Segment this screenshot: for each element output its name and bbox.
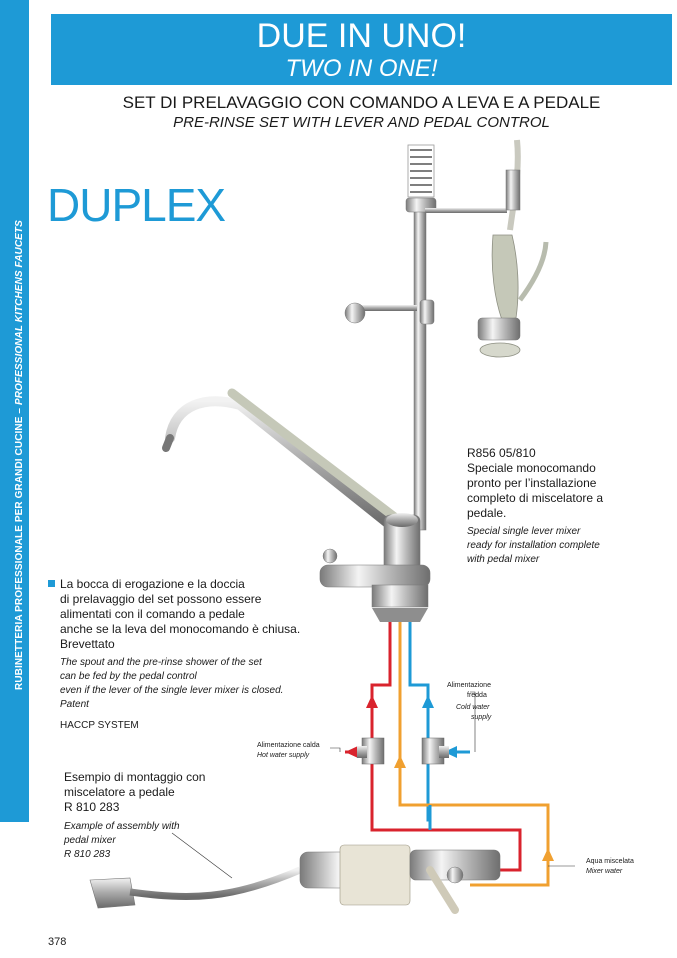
side-band-separator: –: [14, 407, 25, 414]
feature-en-3: even if the lever of the single lever mixer is closed.: [60, 685, 284, 696]
hot-label-en: Hot water supply: [257, 752, 310, 759]
page-number: 378: [48, 936, 67, 948]
assembly-it-3: R 810 283: [64, 800, 120, 814]
mixed-label-en: Mixer water: [586, 868, 623, 875]
product-desc-it-2: pronto per l’installazione: [467, 476, 597, 490]
side-band-italic: PROFESSIONAL KITCHENS FAUCETS: [14, 220, 25, 406]
t-fittings: [357, 738, 449, 764]
cold-pipe: [410, 622, 430, 820]
assembly-en-1: Example of assembly with: [64, 821, 180, 832]
pedal-mixer: [90, 845, 500, 910]
subtitle-italian: SET DI PRELAVAGGIO CON COMANDO A LEVA E A PEDALE: [122, 93, 601, 112]
subtitle-english: PRE-RINSE SET WITH LEVER AND PEDAL CONTROL: [173, 114, 550, 131]
product-desc-it-1: Speciale monocomando: [467, 461, 596, 475]
feature-en-1: The spout and the pre-rinse shower of the set: [60, 657, 262, 668]
side-band-main: RUBINETTERIA PROFESSIONALE PER GRANDI CUCINE: [14, 416, 25, 690]
model-name: DUPLEX: [47, 179, 226, 231]
feature-en-4: Patent: [60, 699, 89, 710]
feature-en-2: can be fed by the pedal control: [60, 671, 197, 682]
cold-label-it-2: fredda: [467, 692, 487, 699]
product-desc-it-4: pedale.: [467, 506, 507, 520]
product-desc-en-1: Special single lever mixer: [467, 526, 581, 537]
feature-it-5: Brevettato: [60, 637, 115, 651]
title-english: TWO IN ONE!: [285, 55, 438, 82]
feature-it-3: alimentati con il comando a pedale: [60, 607, 245, 621]
haccp-label: HACCP SYSTEM: [60, 720, 139, 731]
assembly-it-1: Esempio di montaggio con: [64, 770, 206, 784]
assembly-it-2: miscelatore a pedale: [64, 785, 175, 799]
feature-it-4: anche se la leva del monocomando è chiusa.: [60, 622, 301, 636]
cold-label-en-2: supply: [471, 714, 492, 721]
cold-label-en-1: Cold water: [456, 704, 490, 711]
product-code: R856 05/810: [467, 446, 536, 460]
mixed-label-it: Aqua miscelata: [586, 858, 634, 865]
product-desc-en-2: ready for installation complete: [467, 540, 600, 551]
cold-label-it-1: Alimentazione: [447, 682, 491, 689]
assembly-en-3: R 810 283: [64, 849, 111, 860]
hot-label-it: Alimentazione calda: [257, 742, 320, 749]
feature-it-1: La bocca di erogazione e la doccia: [60, 577, 245, 591]
feature-bullet: [48, 580, 55, 587]
title-italian: DUE IN UNO!: [256, 17, 467, 55]
assembly-en-2: pedal mixer: [64, 835, 116, 846]
product-desc-it-3: completo di miscelatore a: [467, 491, 604, 505]
feature-it-2: di prelavaggio del set possono essere: [60, 592, 262, 606]
product-desc-en-3: with pedal mixer: [467, 554, 540, 565]
